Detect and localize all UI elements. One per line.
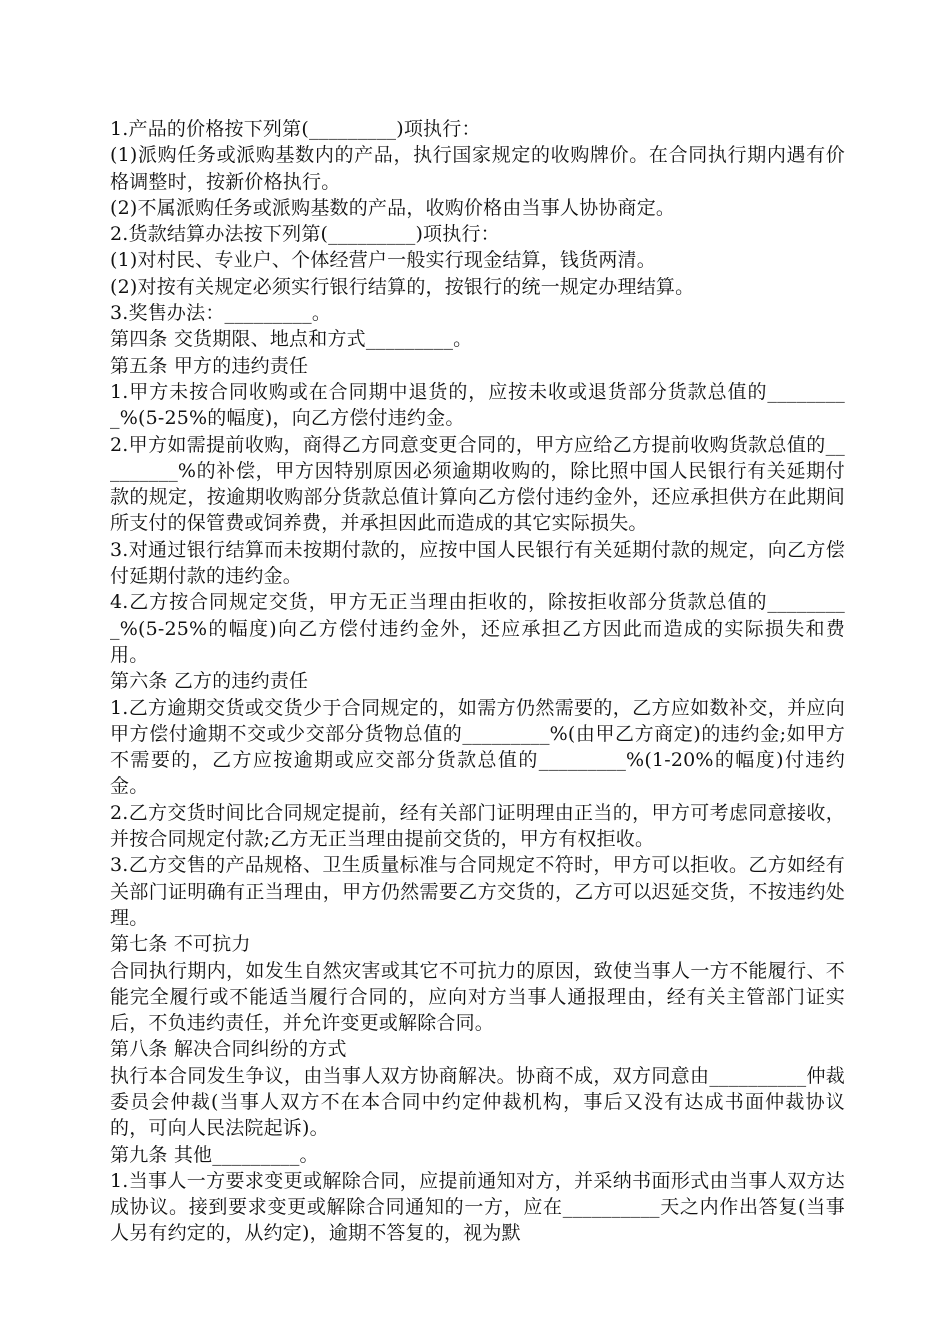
article-5-item-4: 4.乙方按合同规定交货，甲方无正当理由拒收的，除按拒收部分货款总值的_________%(5-25%的幅度)向乙方偿付违约金外，还应承担乙方因此而造成的实际损失和费用。 — [110, 591, 845, 666]
clause-settlement-item-2: (2)对按有关规定必须实行银行结算的，按银行的统一规定办理结算。 — [110, 275, 695, 298]
article-7-body: 合同执行期内，如发生自然灾害或其它不可抗力的原因，致使当事人一方不能履行、不能完全履行或不能适当履行合同的，应向对方当事人通报理由，经有关主管部门证实后，不负违约责任，并允许变更或解除合同。 — [110, 959, 845, 1035]
article-9-heading: 第九条 其他_________。 — [110, 1143, 319, 1166]
article-5-item-1: 1.甲方未按合同收购或在合同期中退货的，应按未收或退货部分货款总值的_________%(5-25%的幅度)，向乙方偿付违约金。 — [110, 380, 845, 430]
clause-settlement: 2.货款结算办法按下列第(_________)项执行： — [110, 223, 500, 246]
article-5-item-2: 2.甲方如需提前收购，商得乙方同意变更合同的，甲方应给乙方提前收购货款总值的_________%的补偿，甲方因特别原因必须逾期收购的，除比照中国人民银行有关延期付款的规定，按逾期收购部分货款总值计算向乙方偿付违约金外，还应承担供方在此期间所支付的保管费或饲养费，并承担因此而造成的其它实际损失。 — [110, 433, 845, 535]
article-6-heading: 第六条 乙方的违约责任 — [110, 670, 309, 693]
clause-price-item-1: (1)派购任务或派购基数内的产品，执行国家规定的收购牌价。在合同执行期内遇有价格调整时，按新价格执行。 — [110, 144, 845, 193]
article-6-item-1: 1.乙方逾期交货或交货少于合同规定的，如需方仍然需要的，乙方应如数补交，并应向甲方偿付逾期不交或少交部分货物总值的_________%(由甲乙方商定)的违约金;如甲方不需要的，乙方应按逾期或应交部分货款总值的_________%(1-20%的幅度)付违约金。 — [110, 696, 845, 798]
article-8-body: 执行本合同发生争议，由当事人双方协商解决。协商不成，双方同意由__________仲裁委员会仲裁(当事人双方不在本合同中约定仲裁机构，事后又没有达成书面仲裁协议的，可向人民法院起诉)。 — [110, 1064, 845, 1140]
article-9-item-1: 1.当事人一方要求变更或解除合同，应提前通知对方，并采纳书面形式由当事人双方达成协议。接到要求变更或解除合同通知的一方，应在__________天之内作出答复(当事人另有约定的，从约定)，逾期不答复的，视为默 — [110, 1169, 845, 1245]
clause-incentive: 3.奖售办法：_________。 — [110, 302, 332, 325]
article-7-heading: 第七条 不可抗力 — [110, 933, 251, 956]
article-6-item-2: 2.乙方交货时间比合同规定提前，经有关部门证明理由正当的，甲方可考虑同意接收，并按合同规定付款;乙方无正当理由提前交货的，甲方有权拒收。 — [110, 801, 845, 851]
clause-settlement-item-1: (1)对村民、专业户、个体经营户一般实行现金结算，钱货两清。 — [110, 249, 656, 272]
article-5-heading: 第五条 甲方的违约责任 — [110, 354, 309, 377]
contract-page — [110, 116, 845, 1247]
article-4-heading: 第四条 交货期限、地点和方式_________。 — [110, 328, 473, 351]
article-5-item-3: 3.对通过银行结算而未按期付款的，应按中国人民银行有关延期付款的规定，向乙方偿付延期付款的违约金。 — [110, 538, 845, 588]
clause-price-item-2: (2)不属派购任务或派购基数的产品，收购价格由当事人协协商定。 — [110, 196, 676, 219]
article-6-item-3: 3.乙方交售的产品规格、卫生质量标准与合同规定不符时，甲方可以拒收。乙方如经有关部门证明确有正当理由，甲方仍然需要乙方交货的，乙方可以迟延交货，不按违约处理。 — [110, 854, 845, 929]
article-8-heading: 第八条 解决合同纠纷的方式 — [110, 1038, 347, 1061]
clause-price: 1.产品的价格按下列第(_________)项执行： — [110, 118, 481, 140]
